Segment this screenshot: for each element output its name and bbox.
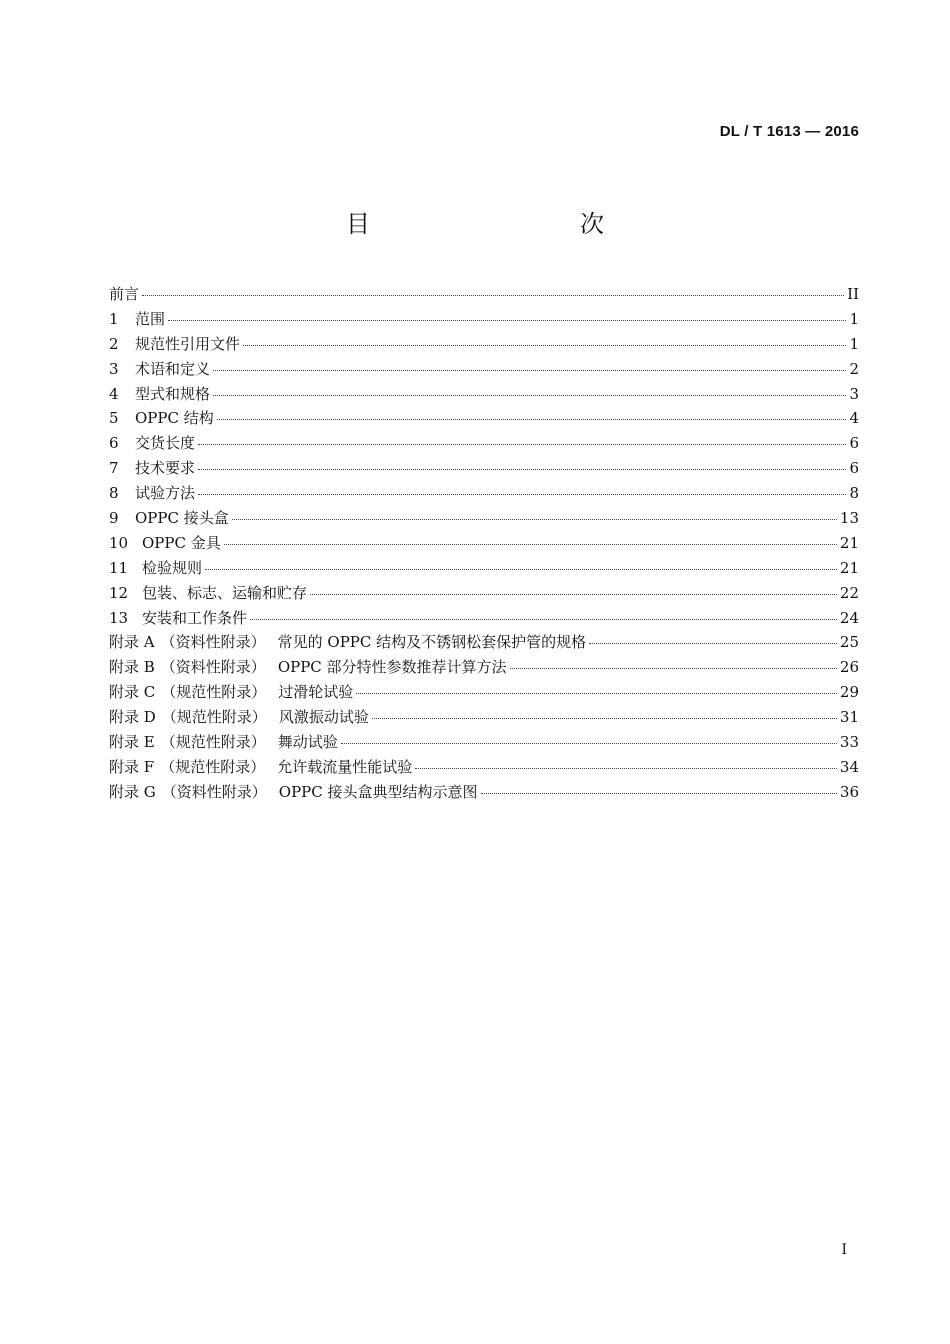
toc-entry-foreword[interactable] [109,282,859,307]
toc-entry-page: 6 [849,459,859,478]
dot-leader [250,618,837,620]
toc-entry-label: 6 交货长度 [109,434,196,453]
toc-annex-label: 附录 F （规范性附录） 允许载流量性能试验 [109,757,413,776]
toc-entry-page: 2 [849,359,859,378]
toc-entry-8[interactable] [109,481,859,506]
toc-entry-label: 13 安装和工作条件 [109,608,248,627]
toc-entry-10[interactable] [109,531,859,556]
dot-leader [168,319,846,321]
toc-entry-page: 4 [849,409,859,428]
toc-entry-page: 22 [839,583,859,602]
toc-entry-label: 8 试验方法 [109,484,196,503]
page-number: I [841,1242,847,1258]
toc-entry-6[interactable] [109,431,859,456]
toc-entry-label: 11 检验规则 [109,558,203,577]
toc-entry-label: 1 范围 [109,309,166,328]
dot-leader [224,543,837,545]
toc-entry-page: 8 [849,484,859,503]
toc-entry-page: 1 [849,334,859,353]
toc-entry-label: 9 OPPC 接头盒 [109,509,229,528]
dot-leader [232,518,837,520]
toc-entry-12[interactable] [109,581,859,606]
toc-entry-3[interactable] [109,357,859,382]
toc-entry-label: 10 OPPC 金具 [109,533,221,552]
toc-annex-f[interactable] [109,755,859,780]
toc-annex-label: 附录 B （资料性附录） OPPC 部分特性参数推荐计算方法 [109,658,507,677]
toc-annex-page: 33 [839,733,859,752]
dot-leader [205,568,837,570]
dot-leader [510,667,837,669]
toc-annex-g[interactable] [109,780,859,805]
page-title: 目 次 [346,210,658,238]
toc-entry-page: 24 [839,608,859,627]
toc-annex-page: 29 [839,683,859,702]
toc-entry-page: 21 [839,533,859,552]
toc-entry-4[interactable] [109,382,859,407]
dot-leader [243,344,846,346]
toc-entry-label: 5 OPPC 结构 [109,409,214,428]
toc-entry-page: 6 [849,434,859,453]
dot-leader [310,593,837,595]
toc-entry-1[interactable] [109,307,859,332]
toc-entry-7[interactable] [109,456,859,481]
toc-entry-label: 3 术语和定义 [109,359,211,378]
toc-entry-2[interactable] [109,332,859,357]
dot-leader [213,369,846,371]
dot-leader [481,792,837,794]
toc-annex-label: 附录 E （规范性附录） 舞动试验 [109,733,338,752]
toc-annex-b[interactable] [109,655,859,680]
toc-annex-page: 34 [839,757,859,776]
dot-leader [142,294,844,296]
toc-entry-page: 1 [849,309,859,328]
toc-annex-a[interactable] [109,630,859,655]
dot-leader [198,443,846,445]
toc-annex-page: 36 [839,782,859,801]
toc-entry-label: 2 规范性引用文件 [109,334,241,353]
dot-leader [198,493,846,495]
toc-entry-5[interactable] [109,406,859,431]
dot-leader [213,394,846,396]
standard-code: DL / T 1613 — 2016 [719,123,859,140]
toc-annex-label: 附录 G （资料性附录） OPPC 接头盒典型结构示意图 [109,782,478,801]
toc-entry-11[interactable] [109,556,859,581]
toc-entry-label: 前言 [109,285,140,303]
table-of-contents [109,282,859,805]
toc-entry-page: II [847,285,859,303]
toc-annex-label: 附录 D （规范性附录） 风激振动试验 [109,708,369,727]
dot-leader [372,717,837,719]
toc-entry-13[interactable] [109,606,859,631]
toc-entry-9[interactable] [109,506,859,531]
toc-entry-label: 4 型式和规格 [109,384,211,403]
toc-entry-page: 3 [849,384,859,403]
toc-annex-c[interactable] [109,680,859,705]
toc-annex-page: 26 [839,658,859,677]
dot-leader [217,418,846,420]
toc-annex-d[interactable] [109,705,859,730]
toc-entry-page: 21 [839,558,859,577]
toc-entry-label: 7 技术要求 [109,459,196,478]
dot-leader [589,642,837,644]
dot-leader [415,767,837,769]
dot-leader [356,692,837,694]
toc-entry-page: 13 [839,509,859,528]
toc-annex-label: 附录 C （规范性附录） 过滑轮试验 [109,683,354,702]
dot-leader [341,742,837,744]
dot-leader [198,468,846,470]
toc-entry-label: 12 包装、标志、运输和贮存 [109,583,308,602]
toc-annex-label: 附录 A （资料性附录） 常见的 OPPC 结构及不锈钢松套保护管的规格 [109,633,587,652]
toc-annex-page: 31 [839,708,859,727]
toc-annex-page: 25 [839,633,859,652]
toc-annex-e[interactable] [109,730,859,755]
